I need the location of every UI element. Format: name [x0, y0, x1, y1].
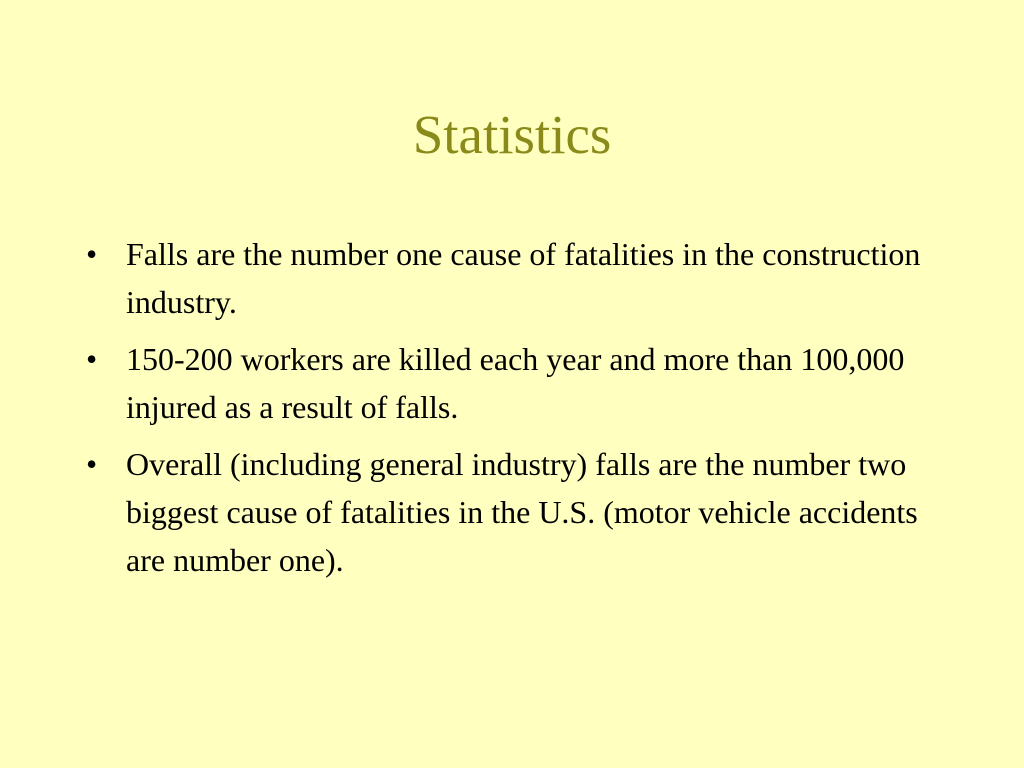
bullet-text: Falls are the number one cause of fatalities in the construction industry. — [126, 236, 921, 320]
slide-title: Statistics — [412, 104, 612, 165]
bullet-item — [82, 230, 942, 326]
bullet-text: 150-200 workers are killed each year and more than 100,000 injured as a result of falls. — [126, 341, 905, 425]
bullet-item — [82, 335, 942, 431]
bullet-item — [82, 440, 942, 584]
bullet-icon: • — [86, 236, 98, 272]
bullet-list — [82, 230, 942, 593]
bullet-text: Overall (including general industry) falls are the number two biggest cause of fatalities in the U.S. (motor vehicle accidents are number one). — [126, 446, 918, 578]
bullet-icon: • — [86, 446, 98, 482]
bullet-icon: • — [86, 341, 98, 377]
